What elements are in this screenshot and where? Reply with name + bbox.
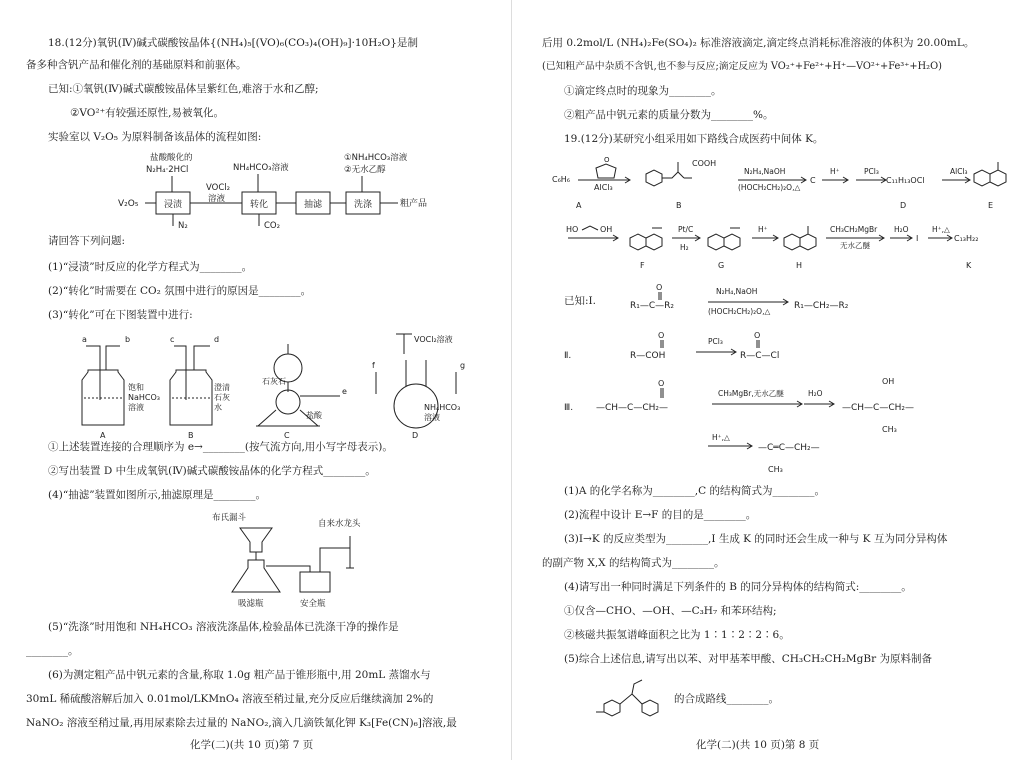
flow-reagent1-line2: N₂H₄·2HCl bbox=[146, 165, 189, 175]
D-label2: NH₄HCO₃ bbox=[424, 403, 461, 412]
flow-reagent3-line1: ①NH₄HCO₃溶液 bbox=[344, 153, 408, 163]
left-footer: 化学(二)(共 10 页)第 7 页 bbox=[190, 739, 314, 751]
route-I: I bbox=[916, 234, 919, 243]
q18-p6-line1: (6)为测定粗产品中钒元素的含量,称取 1.0g 粗产品于锥形瓶中,用 20mL 蒸馏水与 bbox=[48, 669, 431, 681]
k1-o: O bbox=[656, 283, 663, 292]
k3-left: —CH—C—CH₂— bbox=[596, 403, 668, 413]
q18-p3-1: ①上述装置连接的合理顺序为 e→________(按气流方向,用小写字母表示)。 bbox=[48, 441, 393, 453]
k1-left: R₁—C—R₂ bbox=[630, 301, 675, 311]
k3-oh: OH bbox=[882, 377, 895, 386]
k1-right: R₁—CH₂—R₂ bbox=[794, 301, 849, 311]
filter-diagram bbox=[0, 508, 511, 608]
flow-mid-line2: 溶液 bbox=[208, 194, 226, 204]
left-page bbox=[0, 0, 511, 760]
route-h2: H₂ bbox=[680, 243, 689, 252]
k2-left: R—COH bbox=[630, 351, 666, 361]
route-hplus2: H⁺ bbox=[758, 225, 768, 234]
q18-ask: 请回答下列问题: bbox=[48, 235, 126, 247]
flow-step2: 转化 bbox=[250, 200, 269, 210]
filter-flask-label: 吸滤瓶 bbox=[238, 599, 264, 609]
q18-p6-line2: 30mL 稀硫酸溶解后加入 0.01mol/LKMnO₄ 溶液至稍过量,充分反应后继续滴加 2%的 bbox=[26, 693, 434, 705]
route-diol-ho: HO bbox=[566, 225, 579, 234]
anhydride-o: O bbox=[604, 156, 610, 164]
q19-p4-1: ①仅含—CHO、—OH、—C₃H₇ 和苯环结构; bbox=[564, 605, 777, 617]
flow-gas2: CO₂ bbox=[264, 221, 281, 231]
route-grignard: CH₃CH₂MgBr bbox=[830, 225, 878, 234]
route-ether: 无水乙醚 bbox=[840, 241, 870, 250]
flow-diagram bbox=[0, 150, 511, 230]
route-pcl3: PCl₃ bbox=[864, 167, 879, 176]
flow-reagent3-line2: ②无水乙醇 bbox=[344, 165, 386, 175]
q19-p4-2: ②核磁共振氢谱峰面积之比为 1∶1∶2∶2∶6。 bbox=[564, 629, 790, 641]
q18-cont2: (已知粗产品中杂质不含钒,也不参与反应;滴定反应为 VO₂⁺+Fe²⁺+H⁺—VO²⁺+Fe³⁺+H₂O) bbox=[542, 61, 942, 72]
route-K: K bbox=[966, 261, 972, 270]
filter-safety-label: 安全瓶 bbox=[300, 599, 326, 609]
q18-known1: 已知:①氧钒(Ⅳ)碱式碳酸铵晶体呈紫红色,难溶于水和乙醇; bbox=[48, 83, 319, 95]
route-diol-oh: OH bbox=[600, 225, 613, 234]
apparatus-C: C bbox=[284, 431, 290, 440]
route-alcl3: AlCl₃ bbox=[594, 183, 613, 192]
D-label1: VOCl₂溶液 bbox=[414, 335, 453, 344]
k2-label: Ⅱ. bbox=[564, 351, 572, 361]
route-d-formula: C₁₁H₁₃OCl bbox=[886, 176, 925, 185]
flow-start: V₂O₅ bbox=[118, 199, 139, 209]
route-reagent-ab2: (HOCH₂CH₂)₂O,△ bbox=[738, 183, 801, 192]
q19-p4: (4)请写出一种同时满足下列条件的 B 的同分异构体的结构简式:________。 bbox=[564, 581, 912, 593]
q18-p3-2: ②写出装置 D 中生成氧钒(Ⅳ)碱式碳酸铵晶体的化学方程式________。 bbox=[48, 465, 376, 477]
k2-right: R—C—Cl bbox=[740, 351, 780, 361]
flow-product: 粗产品 bbox=[400, 199, 428, 209]
A-label3: 溶液 bbox=[128, 403, 144, 412]
q18-p6-line3: NaNO₂ 溶液至稍过量,再用尿素除去过量的 NaNO₂,滴入几滴铁氰化钾 K₃[Fe(CN)₆]溶液,最 bbox=[26, 717, 457, 729]
q18-p3: (3)“转化”可在下图装置中进行: bbox=[48, 309, 193, 321]
route-reagent-ab: N₂H₄,NaOH bbox=[744, 167, 786, 176]
q18-cont1: 后用 0.2mol/L (NH₄)₂Fe(SO₄)₂ 标准溶液滴定,滴定终点消耗标准溶液的体积为 20.00mL。 bbox=[542, 37, 975, 49]
route-hplus: H⁺ bbox=[830, 167, 840, 176]
route-F: F bbox=[640, 261, 645, 270]
route-B: B bbox=[676, 201, 682, 210]
k3-o: O bbox=[658, 379, 665, 388]
q18-p1: (1)“浸渍”时反应的化学方程式为________。 bbox=[48, 261, 253, 273]
k3-reagent: CH₃MgBr,无水乙醚 bbox=[718, 389, 784, 398]
q19-p5-line1: (5)综合上述信息,请写出以苯、对甲基苯甲酸、CH₃CH₂CH₂MgBr 为原料制备 bbox=[564, 653, 932, 665]
q18-cont4: ②粗产品中钒元素的质量分数为________%。 bbox=[564, 109, 774, 121]
apparatus-B: B bbox=[188, 431, 194, 440]
route-c6h6: C₆H₆ bbox=[552, 175, 571, 184]
k3-ch3: CH₃ bbox=[882, 425, 897, 434]
filter-funnel-label: 布氏漏斗 bbox=[212, 513, 247, 523]
route-hdelta: H⁺,△ bbox=[932, 225, 950, 234]
route-G: G bbox=[718, 261, 725, 270]
route-alcl3-2: AlCl₃ bbox=[950, 167, 968, 176]
B-label2: 石灰 bbox=[214, 393, 230, 402]
flow-reagent2: NH₄HCO₃溶液 bbox=[233, 163, 289, 173]
apparatus-diagram bbox=[0, 330, 511, 440]
route-A: A bbox=[576, 201, 582, 210]
k1-reagent: N₂H₄,NaOH bbox=[716, 287, 758, 296]
q19-p1: (1)A 的化学名称为________,C 的结构简式为________。 bbox=[564, 485, 826, 497]
k2-o2: O bbox=[754, 331, 761, 340]
q19-intro: 19.(12分)某研究小组采用如下路线合成医药中间体 K。 bbox=[564, 133, 824, 145]
k2-reagent: PCl₃ bbox=[708, 337, 723, 346]
flow-step4: 洗涤 bbox=[354, 200, 373, 210]
right-page bbox=[512, 0, 1023, 760]
route-k-formula: C₁₃H₂₂ bbox=[954, 234, 979, 243]
flow-gas1: N₂ bbox=[178, 221, 188, 231]
flow-step3: 抽滤 bbox=[304, 200, 323, 210]
q19-p3-line1: (3)I→K 的反应类型为________,I 生成 K 的同时还会生成一种与 K 互为同分异构体 bbox=[564, 533, 948, 545]
q18-intro-line1: 18.(12分)氧钒(Ⅳ)碱式碳酸铵晶体{(NH₄)₅[(VO)₆(CO₃)₄(OH)₉]·10H₂O}是制 bbox=[48, 37, 418, 49]
q18-known2: ②VO²⁺有较强还原性,易被氧化。 bbox=[70, 107, 225, 119]
route-E: E bbox=[988, 201, 994, 210]
label-b: b bbox=[125, 335, 131, 344]
q19-p5-line2: 的合成路线________。 bbox=[674, 693, 779, 705]
A-label1: 饱和 bbox=[128, 383, 144, 392]
k3-mid: —CH—C—CH₂— bbox=[842, 403, 914, 413]
apparatus-A: A bbox=[100, 431, 106, 440]
label-f: f bbox=[372, 361, 375, 370]
route-C: C bbox=[810, 176, 816, 185]
label-a: a bbox=[82, 335, 87, 344]
label-c: c bbox=[170, 335, 175, 344]
k3-h2o: H₂O bbox=[808, 389, 823, 398]
q18-p2: (2)“转化”时需要在 CO₂ 氛围中进行的原因是________。 bbox=[48, 285, 312, 297]
k3-label: Ⅲ. bbox=[564, 403, 574, 413]
route-cooh: COOH bbox=[692, 159, 717, 168]
D-label3: 溶液 bbox=[424, 413, 440, 422]
q18-p5-line2: ________。 bbox=[26, 645, 79, 657]
B-label1: 澄清 bbox=[214, 383, 230, 392]
filter-tap-label: 自来水龙头 bbox=[318, 519, 361, 529]
route-ptc: Pt/C bbox=[678, 225, 694, 234]
right-footer: 化学(二)(共 10 页)第 8 页 bbox=[696, 739, 820, 751]
k3-ch3b: CH₃ bbox=[768, 465, 783, 474]
q18-p5-line1: (5)“洗涤”时用饱和 NH₄HCO₃ 溶液洗涤晶体,检验晶体已洗涤干净的操作是 bbox=[48, 621, 399, 633]
label-d: d bbox=[214, 335, 220, 344]
k1-reagent2: (HOCH₂CH₂)₂O,△ bbox=[708, 307, 771, 316]
flow-mid-line1: VOCl₂ bbox=[206, 183, 231, 193]
q18-p4: (4)“抽滤”装置如图所示,抽滤原理是________。 bbox=[48, 489, 266, 501]
label-e: e bbox=[342, 387, 347, 396]
C-label2: 盐酸 bbox=[306, 411, 322, 420]
route-row1 bbox=[512, 152, 1023, 214]
route-h2o: H₂O bbox=[894, 225, 909, 234]
flow-reagent1-line1: 盐酸酸化的 bbox=[150, 153, 193, 163]
known-label: 已知:Ⅰ. bbox=[564, 295, 597, 307]
q18-cont3: ①滴定终点时的现象为________。 bbox=[564, 85, 722, 97]
B-label3: 水 bbox=[214, 403, 222, 412]
q18-intro-line2: 备多种含钒产品和催化剂的基础原料和前驱体。 bbox=[26, 59, 247, 71]
k2-o1: O bbox=[658, 331, 665, 340]
k3-reagent2: H⁺,△ bbox=[712, 433, 730, 442]
route-row2 bbox=[512, 218, 1023, 274]
apparatus-D: D bbox=[412, 431, 419, 440]
q19-p2: (2)流程中设计 E→F 的目的是________。 bbox=[564, 509, 757, 521]
flow-step1: 浸渍 bbox=[164, 200, 183, 210]
q18-flow-intro: 实验室以 V₂O₅ 为原料制备该晶体的流程如图: bbox=[48, 131, 262, 143]
known-reactions bbox=[512, 280, 1023, 480]
k3-right: —C═C—CH₂— bbox=[758, 443, 820, 453]
route-D: D bbox=[900, 201, 907, 210]
q19-p3-line2: 的副产物 X,X 的结构简式为________。 bbox=[542, 557, 725, 569]
A-label2: NaHCO₃ bbox=[128, 393, 160, 402]
label-g: g bbox=[460, 361, 466, 370]
C-label1: 石灰石 bbox=[262, 377, 286, 386]
route-H: H bbox=[796, 261, 803, 270]
